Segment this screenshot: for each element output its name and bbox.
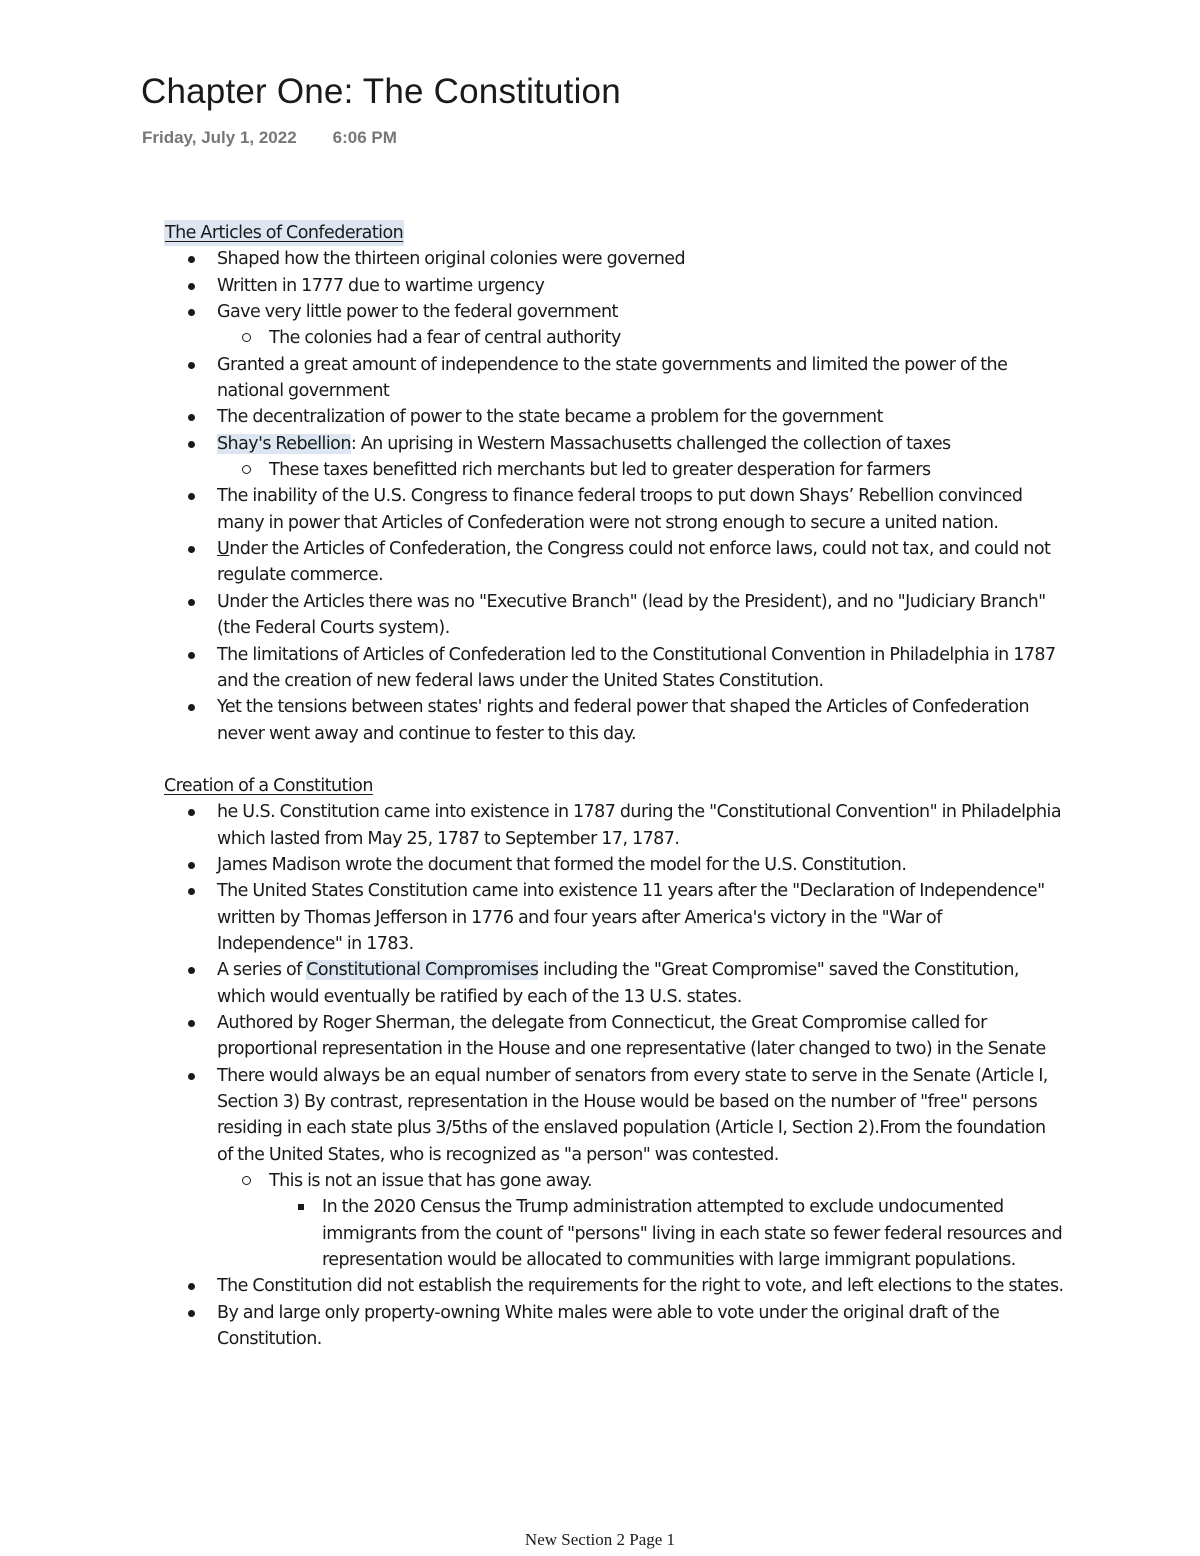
section-creation	[164, 773, 1064, 1353]
bullet-icon	[188, 652, 195, 659]
page-footer: New Section 2 Page 1	[524, 1530, 676, 1549]
list-item: The decentralization of power to the state became a problem for the government	[164, 404, 1064, 430]
list-item: Shay's Rebellion: An uprising in Western Massachusetts challenged the collection of taxes These taxes benefitted rich merchants but led to greater desperation for farmers	[164, 431, 1064, 484]
list-item: Under the Articles of Confederation, the Congress could not enforce laws, could not tax, and could not regulate commerce.	[164, 536, 1064, 589]
list-item: Gave very little power to the federal government The colonies had a fear of central authority	[164, 299, 1064, 352]
bullet-icon	[188, 256, 195, 263]
bullet-icon	[188, 599, 195, 606]
list-item: There would always be an equal number of senators from every state to serve in the Senate (Article I, Section 3) By contrast, representation in the House would be based on the number of "free" persons residing in each state plus 3/5ths of the enslaved population (Article I, Section 2).From the foundation of the United States, who is recognized as "a person" was contested. This is not an issue that has gone away. In the 2020 Census the Trump administration attempted to exclude undocumented immigrants from the count of "persons" living in each state so fewer federal resources and representation would be allocated to communities with large immigrant populations.	[164, 1063, 1064, 1274]
note-body	[164, 220, 1064, 1352]
list-item: These taxes benefitted rich merchants but led to greater desperation for farmers	[217, 457, 1064, 483]
list-item: Shaped how the thirteen original colonies were governed	[164, 246, 1064, 272]
bullet-icon	[188, 309, 195, 316]
bullet-icon	[188, 493, 195, 500]
bullet-icon	[188, 1283, 195, 1290]
bullet-icon	[188, 967, 195, 974]
list-item: James Madison wrote the document that formed the model for the U.S. Constitution.	[164, 852, 1064, 878]
bullet-icon	[188, 362, 195, 369]
bullet-icon	[188, 704, 195, 711]
bullet-icon	[188, 1020, 195, 1027]
bullet-icon	[188, 1073, 195, 1080]
list-item: The limitations of Articles of Confederation led to the Constitutional Convention in Philadelphia in 1787 and the creation of new federal laws under the United States Constitution.	[164, 642, 1064, 695]
list-item: The Constitution did not establish the requirements for the right to vote, and left elections to the states.	[164, 1273, 1064, 1299]
list-item: Written in 1777 due to wartime urgency	[164, 273, 1064, 299]
list-item: he U.S. Constitution came into existence in 1787 during the "Constitutional Convention" in Philadelphia which lasted from May 25, 1787 to September 17, 1787.	[164, 799, 1064, 852]
highlighted-term: Constitutional Compromises	[306, 960, 539, 981]
list-item: Under the Articles there was no "Executive Branch" (lead by the President), and no "Judiciary Branch" (the Federal Courts system).	[164, 589, 1064, 642]
bullet-icon	[188, 414, 195, 421]
bullet-icon	[188, 546, 195, 553]
list-item: The inability of the U.S. Congress to finance federal troops to put down Shays’ Rebellion convinced many in power that Articles of Confederation were not strong enough to secure a united nation.	[164, 483, 1064, 536]
bullet-icon	[188, 809, 195, 816]
list-item: This is not an issue that has gone away. In the 2020 Census the Trump administration attempted to exclude undocumented immigrants from the count of "persons" living in each state so fewer federal resources and representation would be allocated to communities with large immigrant populations.	[217, 1168, 1064, 1273]
bullet-list	[164, 246, 1064, 747]
list-item: The colonies had a fear of central authority	[217, 325, 1064, 351]
bullet-icon	[188, 888, 195, 895]
list-item: By and large only property-owning White males were able to vote under the original draft of the Constitution.	[164, 1300, 1064, 1353]
list-item: The United States Constitution came into existence 11 years after the "Declaration of Independence" written by Thomas Jefferson in 1776 and four years after America's victory in the "War of Independence" in 1783.	[164, 878, 1064, 957]
section-heading: Creation of a Constitution	[164, 775, 373, 796]
list-item: A series of Constitutional Compromises including the "Great Compromise" saved the Constitution, which would eventually be ratified by each of the 13 U.S. states.	[164, 957, 1064, 1010]
section-heading: The Articles of Confederation	[164, 220, 404, 246]
list-item: Yet the tensions between states' rights and federal power that shaped the Articles of Confederation never went away and continue to fester to this day.	[164, 694, 1064, 747]
sub-bullet-list	[217, 457, 1064, 483]
page-title: Chapter One: The Constitution	[141, 72, 621, 111]
sub-sub-bullet-list	[269, 1194, 1064, 1273]
bullet-icon	[188, 283, 195, 290]
bullet-icon	[188, 441, 195, 448]
hollow-bullet-icon	[242, 1176, 251, 1185]
bullet-icon	[188, 862, 195, 869]
sub-bullet-list	[217, 1168, 1064, 1273]
highlighted-term: Shay's Rebellion	[217, 433, 351, 454]
hollow-bullet-icon	[242, 333, 251, 342]
section-articles	[164, 220, 1064, 747]
list-item: Authored by Roger Sherman, the delegate from Connecticut, the Great Compromise called for proportional representation in the House and one representative (later changed to two) in the Senate	[164, 1010, 1064, 1063]
note-time: 6:06 PM	[332, 128, 397, 147]
note-date: Friday, July 1, 2022	[142, 128, 297, 147]
square-bullet-icon	[298, 1204, 304, 1210]
bullet-icon	[188, 1310, 195, 1317]
note-meta	[142, 128, 397, 148]
hollow-bullet-icon	[242, 465, 251, 474]
section-spacer	[164, 747, 1064, 773]
list-item: In the 2020 Census the Trump administration attempted to exclude undocumented immigrants from the count of "persons" living in each state so fewer federal resources and representation would be allocated to communities with large immigrant populations.	[269, 1194, 1064, 1273]
sub-bullet-list	[217, 325, 1064, 351]
bullet-list	[164, 799, 1064, 1352]
list-item: Granted a great amount of independence to the state governments and limited the power of the national government	[164, 352, 1064, 405]
